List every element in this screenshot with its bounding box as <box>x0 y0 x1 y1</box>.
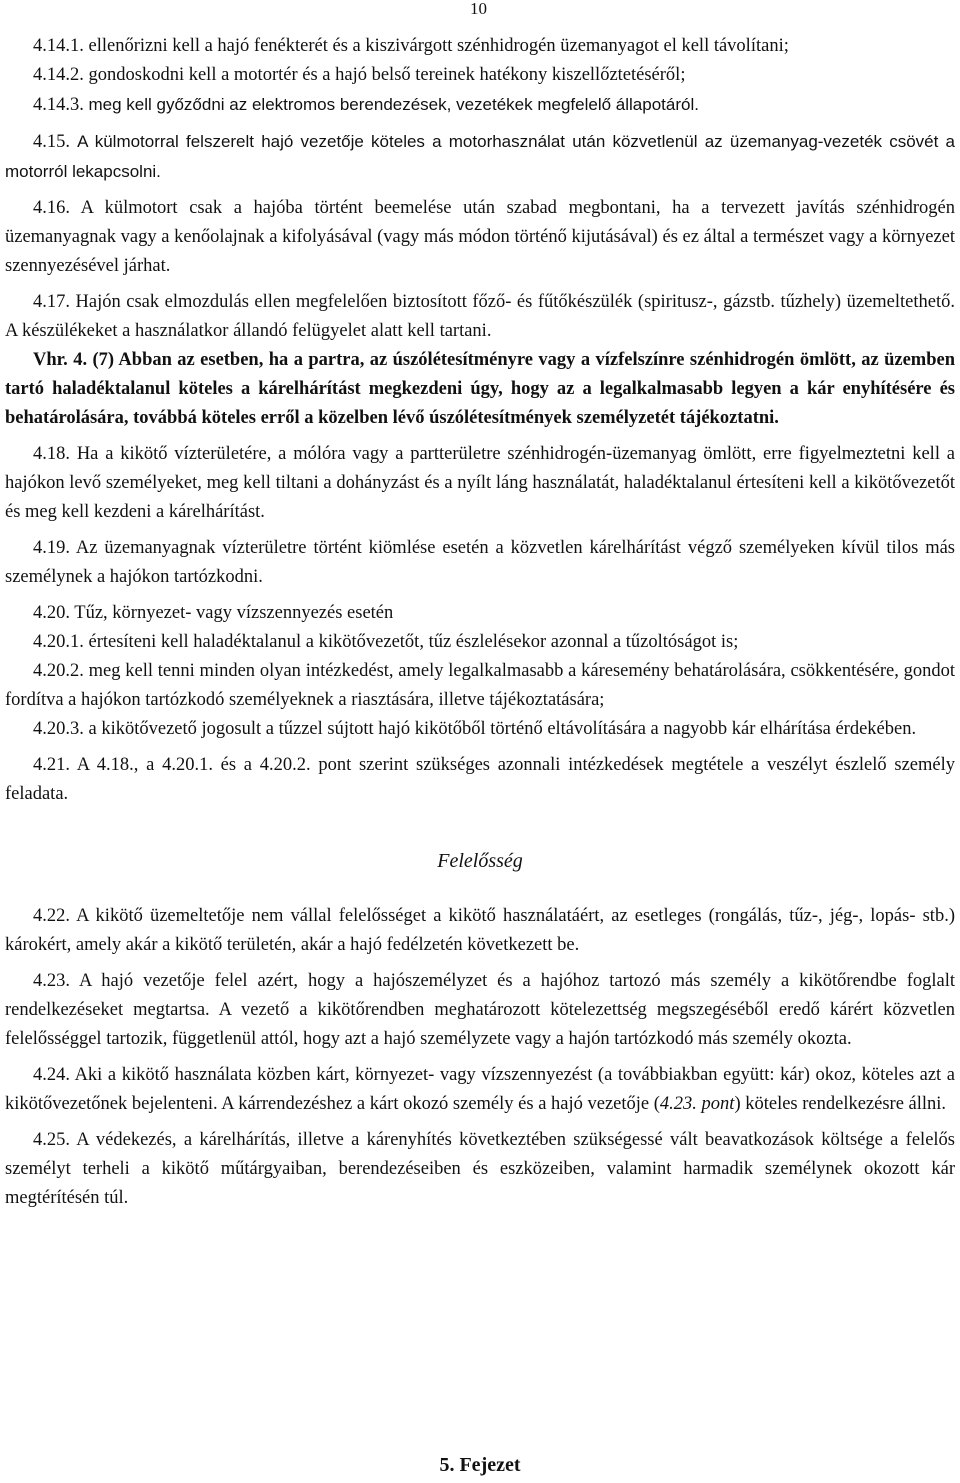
paragraph-4-25: 4.25. A védekezés, a kárelhárítás, illetve a kárenyhítés következtében szükségessé vált beavatkozások költsége a felelős személyt terheli a kikötő műtárgyaiban, berendezéseiben és eszközeiben, valamint harmadik személynek okozott kár megtérítésén túl. <box>5 1130 955 1208</box>
page-number: 10 <box>470 0 487 18</box>
paragraph-text-end: ) köteles rendelkezésre állni. <box>734 1094 947 1114</box>
paragraph-4-20-3: 4.20.3. a kikötővezető jogosult a tűzzel sújtott hajó kikötőből történő eltávolítására a nagyobb kár elhárítása érdekében. <box>33 719 917 739</box>
paragraph-4-15 <box>5 127 955 187</box>
paragraph-text: meg kell győződni az elektromos berendezések, vezetékek megfelelő állapotáról. <box>88 95 699 114</box>
cross-reference: 4.23. pont <box>659 1094 735 1114</box>
paragraph-vhr-4-7: Vhr. 4. (7) Abban az esetben, ha a partra, az úszólétesítményre vagy a vízfelszínre szénhidrogén ömlött, az üzemben tartó haladéktalanul köteles a kárelhárítást megkezdeni úgy, hogy az a legalkalmasabb legyen a kár enyhítésére és behatárolására, továbbá köteles erről a közelben lévő úszólétesítmények személyzetét tájékoztatni. <box>5 350 955 428</box>
paragraph-4-20: 4.20. Tűz, környezet- vagy vízszennyezés esetén <box>33 603 394 623</box>
chapter-heading: 5. Fejezet <box>439 1454 521 1476</box>
paragraph-4-14-2: 4.14.2. gondoskodni kell a motortér és a hajó belső tereinek hatékony kiszellőztetéséről; <box>33 65 686 85</box>
paragraph-4-24 <box>5 1061 955 1119</box>
paragraph-4-18: 4.18. Ha a kikötő vízterületére, a mólóra vagy a partterületre szénhidrogén-üzemanyag ömlött, erre figyelmeztetni kell a hajókon levő személyeket, meg kell tiltani a dohányzást és a nyílt láng használatát, haladéktalanul értesíteni kell a kikötővezetőt és meg kell kezdeni a kárelhárítást. <box>5 444 955 522</box>
paragraph-number: 4.14.3. <box>33 95 84 115</box>
paragraph-4-16: 4.16. A külmotort csak a hajóba történt beemelése után szabad megbontani, ha a tervezett javítás szénhidrogén üzemanyagnak vagy a kenőolajnak a kifolyásával (vagy más módon történő kijutásával) és ez által a természet vagy a környezet szennyezésével járhat. <box>5 198 955 276</box>
section-heading: Felelősség <box>437 850 523 872</box>
paragraph-4-17: 4.17. Hajón csak elmozdulás ellen megfelelően biztosított főző- és fűtőkészülék (spiritusz-, gázstb. tűzhely) üzemeltethető. A készülékeket a használatkor állandó felügyelet alatt kell tartani. <box>5 292 955 341</box>
paragraph-text: A külmotorral felszerelt hajó vezetője köteles a motorhasználat után közvetlenül az üzemanyag-vezeték csövét a motorról lekapcsolni. <box>5 132 956 181</box>
paragraph-4-20-1: 4.20.1. értesíteni kell haladéktalanul a kikötővezetőt, tűz észlelésekor azonnal a tűzoltóságot is; <box>33 632 739 652</box>
paragraph-text: 4.24. Aki a kikötő használata közben kárt, környezet- vagy vízszennyezést (a továbbiakban együtt: kár) okoz, köteles azt a kikötővezetőnek bejelenteni. A kárrendezéshez a kárt okozó személy és a hajó vezetője ( <box>5 1065 955 1114</box>
paragraph-4-19: 4.19. Az üzemanyagnak vízterületre történt kiömlése esetén a közvetlen kárelhárítást végző személyeken kívül tilos más személynek a hajókon tartózkodni. <box>5 538 955 587</box>
paragraph-4-23: 4.23. A hajó vezetője felel azért, hogy a hajószemélyzet és a hajóhoz tartozó más személy a kikötőrendbe foglalt rendelkezéseket megtartsa. A vezető a kikötőrendben meghatározott kötelezettség megszegéséből eredő kárért közvetlen felelősséggel tartozik, függetlenül attól, hogy azt a hajó személyzete vagy a hajón tartózkodó más személy okozta. <box>5 971 955 1049</box>
paragraph-4-21: 4.21. A 4.18., a 4.20.1. és a 4.20.2. pont szerint szükséges azonnali intézkedések megtétele a veszélyt észlelő személy feladata. <box>5 755 955 804</box>
paragraph-4-22: 4.22. A kikötő üzemeltetője nem vállal felelősséget a kikötő használatáért, az esetleges (rongálás, tűz-, jég-, lopás- stb.) károkért, amely akár a kikötő területén, akár a hajó fedélzetén következett be. <box>5 906 955 955</box>
paragraph-4-14-3 <box>5 90 955 120</box>
paragraph-4-20-2: 4.20.2. meg kell tenni minden olyan intézkedést, amely legalkalmasabb a káresemény behatárolására, csökkentésére, gondot fordítva a hajókon tartózkodó személyeknek a riasztására, illetve tájékoztatására; <box>5 661 955 710</box>
paragraph-number: 4.15. <box>33 132 70 152</box>
paragraph-4-14-1: 4.14.1. ellenőrizni kell a hajó fenékterét és a kiszivárgott szénhidrogén üzemanyagot el kell távolítani; <box>33 36 789 56</box>
document-body <box>5 32 955 1220</box>
